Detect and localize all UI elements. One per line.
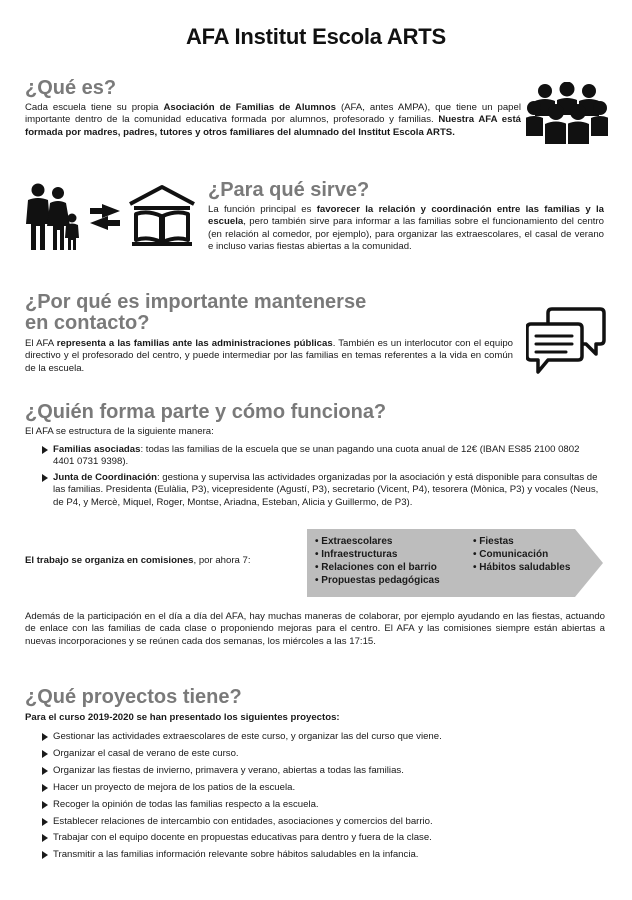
- bullet-triangle-icon: [42, 851, 48, 859]
- que-es-text-1: Cada escuela tiene su propia: [25, 102, 164, 113]
- para-que-text-2: , pero también sirve para informar a las familias sobre el funcionamiento del centro (en relación al comedor, por ejemplo), para organizar las extraescolares, el casal de verano e incluso varias fiestas abiertas a la comunidad.: [208, 216, 604, 253]
- proyectos-heading: ¿Qué proyectos tiene?: [25, 686, 242, 708]
- comisiones-rest: , por ahora 7:: [193, 555, 251, 566]
- proyectos-list: [39, 731, 599, 866]
- contacto-heading-line1: ¿Por qué es importante mantenerse: [25, 291, 367, 313]
- comision-item: • Fiestas: [473, 535, 570, 548]
- junta-text: : gestiona y supervisa las actividades organizadas por la asociación y está disponible para consultas de las familias. Presidenta (Eulàlia, P3), vicepresidente (Agustí, P3), secretario (Vicent, P4), tesorera (Mònica, P3) y vocales (Neus, de P4, y Mercè, Miquel, Roger, Montse, Ariadna, Esteban, Alicia y Guillermo, de P3).: [53, 471, 599, 508]
- list-item: [39, 748, 599, 760]
- contacto-heading-line2: en contacto?: [25, 312, 150, 334]
- bullet-triangle-icon: [42, 474, 48, 482]
- para-que-heading: ¿Para qué sirve?: [208, 179, 370, 201]
- contacto-text-1: El AFA: [25, 338, 57, 349]
- comisiones-label: [25, 555, 305, 567]
- proyecto-text: Organizar el casal de verano de este curso.: [53, 747, 239, 759]
- estructura-list: [39, 444, 601, 509]
- comision-item: • Propuestas pedagógicas: [315, 574, 440, 587]
- proyecto-text: Transmitir a las familias información relevante sobre hábitos saludables en la infancia.: [53, 849, 419, 861]
- para-que-bold-1: favorecer la relación y coordinación entre las familias y la escuela: [208, 204, 604, 228]
- contacto-bold-1: representa a las familias ante las administraciones públicas: [56, 338, 333, 349]
- list-item: [39, 472, 601, 509]
- que-es-bold-2: Nuestra AFA está formada por madres, padres, tutores y otros familiares del alumnado del Institut Escola ARTS.: [25, 114, 521, 138]
- list-item: [39, 832, 599, 844]
- comision-item: • Hábitos saludables: [473, 561, 570, 574]
- quien-heading: ¿Quién forma parte y cómo funciona?: [25, 401, 387, 423]
- group-people-icon: [526, 82, 608, 153]
- bullet-triangle-icon: [42, 767, 48, 775]
- list-item: [39, 765, 599, 777]
- chat-bubbles-icon: [526, 306, 606, 383]
- que-es-heading: ¿Qué es?: [25, 77, 117, 99]
- list-item: [39, 782, 599, 794]
- exchange-arrows-icon: [90, 204, 120, 235]
- proyecto-text: Organizar las fiestas de invierno, primavera y verano, abiertas a todas las familias.: [53, 764, 404, 776]
- proyecto-text: Hacer un proyecto de mejora de los patios de la escuela.: [53, 781, 296, 793]
- proyecto-text: Recoger la opinión de todas las familias respecto a la escuela.: [53, 798, 319, 810]
- familias-label: Familias asociadas: [53, 444, 141, 455]
- list-item: [39, 444, 601, 469]
- bullet-triangle-icon: [42, 834, 48, 842]
- bullet-triangle-icon: [42, 733, 48, 741]
- contacto-heading: [25, 292, 366, 334]
- comisiones-col2: [473, 535, 570, 574]
- comision-item: • Infraestructuras: [315, 548, 440, 561]
- list-item: [39, 799, 599, 811]
- que-es-bold-1: Asociación de Familias de Alumnos: [163, 102, 336, 113]
- comisiones-bold: El trabajo se organiza en comisiones: [25, 555, 194, 566]
- bullet-triangle-icon: [42, 446, 48, 454]
- list-item: [39, 731, 599, 743]
- comision-item: • Relaciones con el barrio: [315, 561, 440, 574]
- colaborar-paragraph: Además de la participación en el día a día del AFA, hay muchas maneras de colaborar, por ejemplo ayudando en las fiestas, actuando de enlace con las familias de cada clase o proponiendo mejoras para el centro. El AFA y las comisiones siempre están abiertas a nuevas incorporaciones y se reúnen cada dos semanas, los miércoles a las 17:15.: [25, 611, 605, 647]
- bullet-triangle-icon: [42, 801, 48, 809]
- family-icon: [24, 182, 80, 257]
- contacto-paragraph: [25, 338, 513, 375]
- familias-text: : todas las familias de la escuela que se unan pagando una cuota anual de 12€ (IBAN ES85 2100 0802 4401 0731 9398).: [53, 444, 580, 468]
- quien-intro: El AFA se estructura de la siguiente manera:: [25, 426, 214, 437]
- junta-label: Junta de Coordinación: [53, 471, 157, 483]
- para-que-paragraph: [208, 204, 604, 254]
- comisiones-box: [307, 529, 603, 597]
- list-item: [39, 816, 599, 828]
- proyecto-text: Establecer relaciones de intercambio con entidades, asociaciones y comercios del barrio.: [53, 815, 433, 827]
- bullet-triangle-icon: [42, 784, 48, 792]
- list-item: [39, 849, 599, 861]
- bullet-triangle-icon: [42, 750, 48, 758]
- proyectos-intro: Para el curso 2019-2020 se han presentado los siguientes proyectos:: [25, 712, 340, 723]
- proyecto-text: Trabajar con el equipo docente en propuestas educativas para dentro y fuera de la clase.: [53, 832, 432, 844]
- contacto-text-2: . También es un interlocutor con el equipo directivo y el profesorado del centro, y puede intermediar por las familias en temas referentes a la vida en común de la escuela.: [25, 338, 514, 374]
- proyecto-text: Gestionar las actividades extraescolares de este curso, y organizar las del curso que viene.: [53, 731, 442, 742]
- comision-item: • Extraescolares: [315, 535, 440, 548]
- comision-item: • Comunicación: [473, 548, 570, 561]
- page-title: AFA Institut Escola ARTS: [185, 24, 447, 49]
- school-book-icon: [128, 184, 196, 253]
- para-que-text-1: La función principal es: [208, 204, 317, 215]
- bullet-triangle-icon: [42, 818, 48, 826]
- comisiones-col1: [315, 535, 440, 587]
- que-es-paragraph: [25, 102, 521, 139]
- que-es-text-2: (AFA, antes AMPA), que tiene un papel importante dentro de la comunidad educativa formada por alumnos, profesorado y familias.: [25, 102, 521, 126]
